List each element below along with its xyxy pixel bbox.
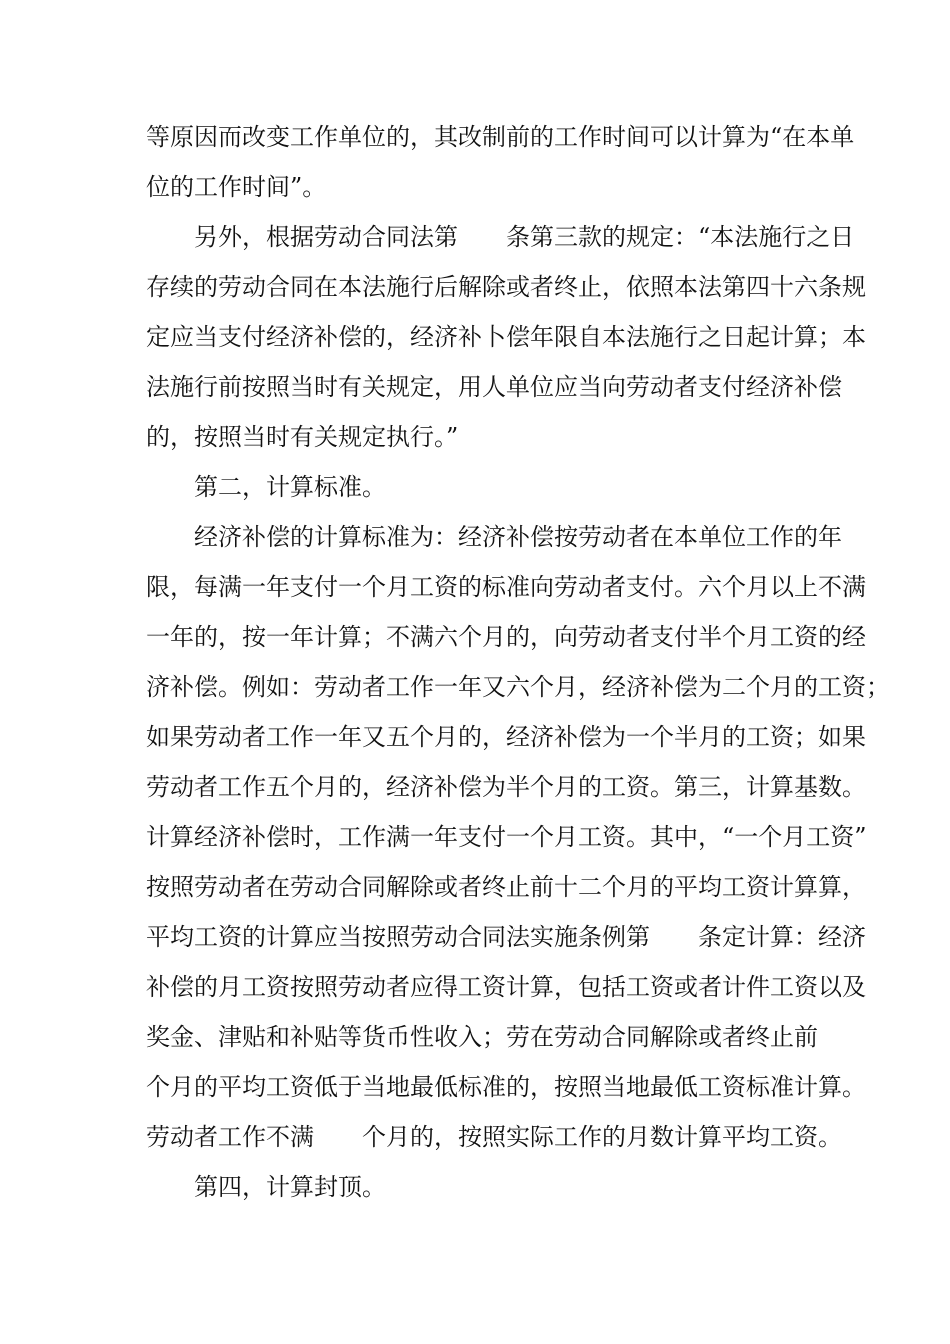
text-line: 法施行前按照当时有关规定，用人单位应当向劳动者支付经济补偿 — [146, 373, 842, 401]
text-line: 个月的平均工资低于当地最低标准的，按照当地最低工资标准计算。 — [146, 1073, 866, 1101]
text-line: 按照劳动者在劳动合同解除或者终止前十二个月的平均工资计算算， — [146, 873, 866, 901]
text-line: 奖金、津贴和补贴等货币性收入；劳在劳动合同解除或者终止前 — [146, 1023, 818, 1051]
text-line: 平均工资的计算应当按照劳动合同法实施条例第 条定计算：经济 — [146, 923, 866, 951]
text-line: 如果劳动者工作一年又五个月的，经济补偿为一个半月的工资；如果 — [146, 723, 866, 751]
text-line: 济补偿。例如：劳动者工作一年又六个月，经济补偿为二个月的工资； — [146, 673, 890, 701]
text-line: 补偿的月工资按照劳动者应得工资计算，包括工资或者计件工资以及 — [146, 973, 866, 1001]
text-line: 定应当支付经济补偿的，经济补卜偿年限自本法施行之日起计算；本 — [146, 323, 866, 351]
text-line: 位的工作时间”。 — [146, 173, 327, 201]
text-line: 等原因而改变工作单位的，其改制前的工作时间可以计算为“在本单 — [146, 123, 855, 151]
paragraph-first-line: 经济补偿的计算标准为：经济补偿按劳动者在本单位工作的年 — [194, 523, 842, 551]
section-heading: 第四，计算封顶。 — [194, 1173, 386, 1201]
text-line: 的，按照当时有关规定执行。” — [146, 423, 459, 451]
section-heading: 第二，计算标准。 — [194, 473, 386, 501]
text-line: 限，每满一年支付一个月工资的标准向劳动者支付。六个月以上不满 — [146, 573, 866, 601]
text-line: 劳动者工作五个月的，经济补偿为半个月的工资。第三，计算基数。 — [146, 773, 866, 801]
text-line: 计算经济补偿时，工作满一年支付一个月工资。其中，“一个月工资” — [146, 823, 867, 851]
paragraph-first-line: 另外，根据劳动合同法第 条第三款的规定：“本法施行之日 — [194, 223, 855, 251]
text-line: 存续的劳动合同在本法施行后解除或者终止，依照本法第四十六条规 — [146, 273, 866, 301]
text-line: 一年的，按一年计算；不满六个月的，向劳动者支付半个月工资的经 — [146, 623, 866, 651]
text-line: 劳动者工作不满 个月的，按照实际工作的月数计算平均工资。 — [146, 1123, 842, 1151]
